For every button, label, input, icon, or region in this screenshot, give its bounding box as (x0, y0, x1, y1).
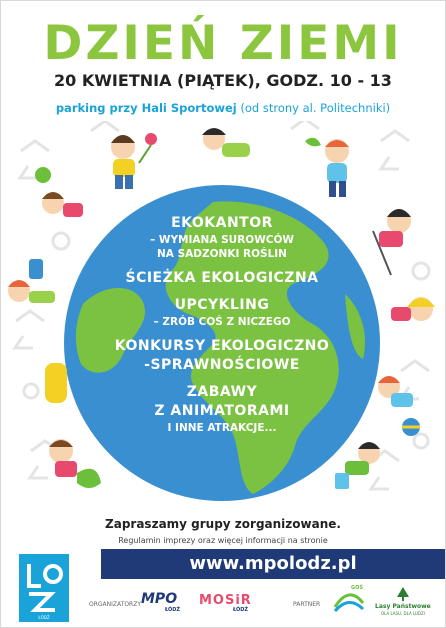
activity-upcycling-desc: – ZRÓB COŚ Z NICZEGO (153, 316, 291, 328)
page-title: DZIEŃ ZIEMI (43, 16, 403, 71)
mpo-logo-sub: ŁÓDŹ (165, 607, 181, 613)
mpo-logo: MPO (141, 591, 178, 607)
lasy-logo-sub: OLA LASU, DLA LUDZI (381, 611, 425, 616)
activity-ekokantor-desc-1: – WYMIANA SUROWCÓW (149, 234, 295, 246)
lasy-logo-text: Lasy Państwowe (375, 603, 431, 610)
kid-with-ball-illustration (369, 371, 431, 437)
kid-with-leaf-illustration (301, 133, 363, 201)
activities-list (63, 214, 381, 435)
activity-games-line-2: Z ANIMATORAMI (154, 403, 290, 419)
kid-blonde-illustration (385, 287, 443, 339)
kid-with-clover-illustration (29, 163, 93, 227)
activity-ekokantor-desc-2: NA SADZONKI ROŚLIN (157, 248, 287, 260)
kid-with-rake-illustration (365, 201, 427, 279)
activity-upcycling-title: UPCYKLING (174, 297, 270, 313)
event-place-detail: (od strony al. Politechniki) (236, 101, 391, 115)
activity-ekokantor-title: EKOKANTOR (171, 215, 273, 231)
mosir-logo: MOSiR (199, 593, 252, 608)
rules-note: Regulamin imprezy oraz więcej informacji na stronie (118, 536, 328, 545)
kid-with-phone-illustration (3, 257, 65, 317)
event-date: 20 KWIETNIA (PIĄTEK), GODZ. 10 - 13 (54, 71, 392, 90)
lodz-city-logo (19, 554, 69, 622)
kid-lying-illustration (196, 123, 256, 171)
activity-eco-path-title: ŚCIEŻKA EKOLOGICZNA (125, 270, 319, 286)
lodz-logo-text: ŁÓDŹ (38, 615, 50, 620)
website-link[interactable]: www.mpolodz.pl (101, 549, 445, 579)
event-place-main: parking przy Hali Sportowej (55, 101, 237, 115)
event-place (1, 101, 445, 115)
activity-contests-line-1: KONKURSY EKOLOGICZNO (114, 338, 330, 354)
tree-icon (397, 587, 409, 601)
kid-yellow-shirt-illustration (41, 359, 71, 409)
mosir-logo-sub: ŁÓDŹ (233, 607, 249, 613)
partner-label: PARTNER (293, 601, 321, 608)
kid-sitting-illustration (37, 431, 105, 495)
activity-games-line-1: ZABAWY (186, 384, 258, 400)
activity-contests-line-2: -SPRAWNOŚCIOWE (144, 357, 300, 373)
gos-logo-icon (331, 589, 367, 617)
kid-with-flower-illustration (101, 129, 161, 191)
group-invitation: Zapraszamy grupy zorganizowane. (105, 517, 341, 531)
gos-logo-text: GOŚ (351, 585, 363, 591)
organizers-label: ORGANIZATORZY (89, 601, 141, 608)
activity-games-desc: I INNE ATRAKCJE... (167, 422, 277, 434)
kid-with-bag-illustration (331, 435, 391, 493)
